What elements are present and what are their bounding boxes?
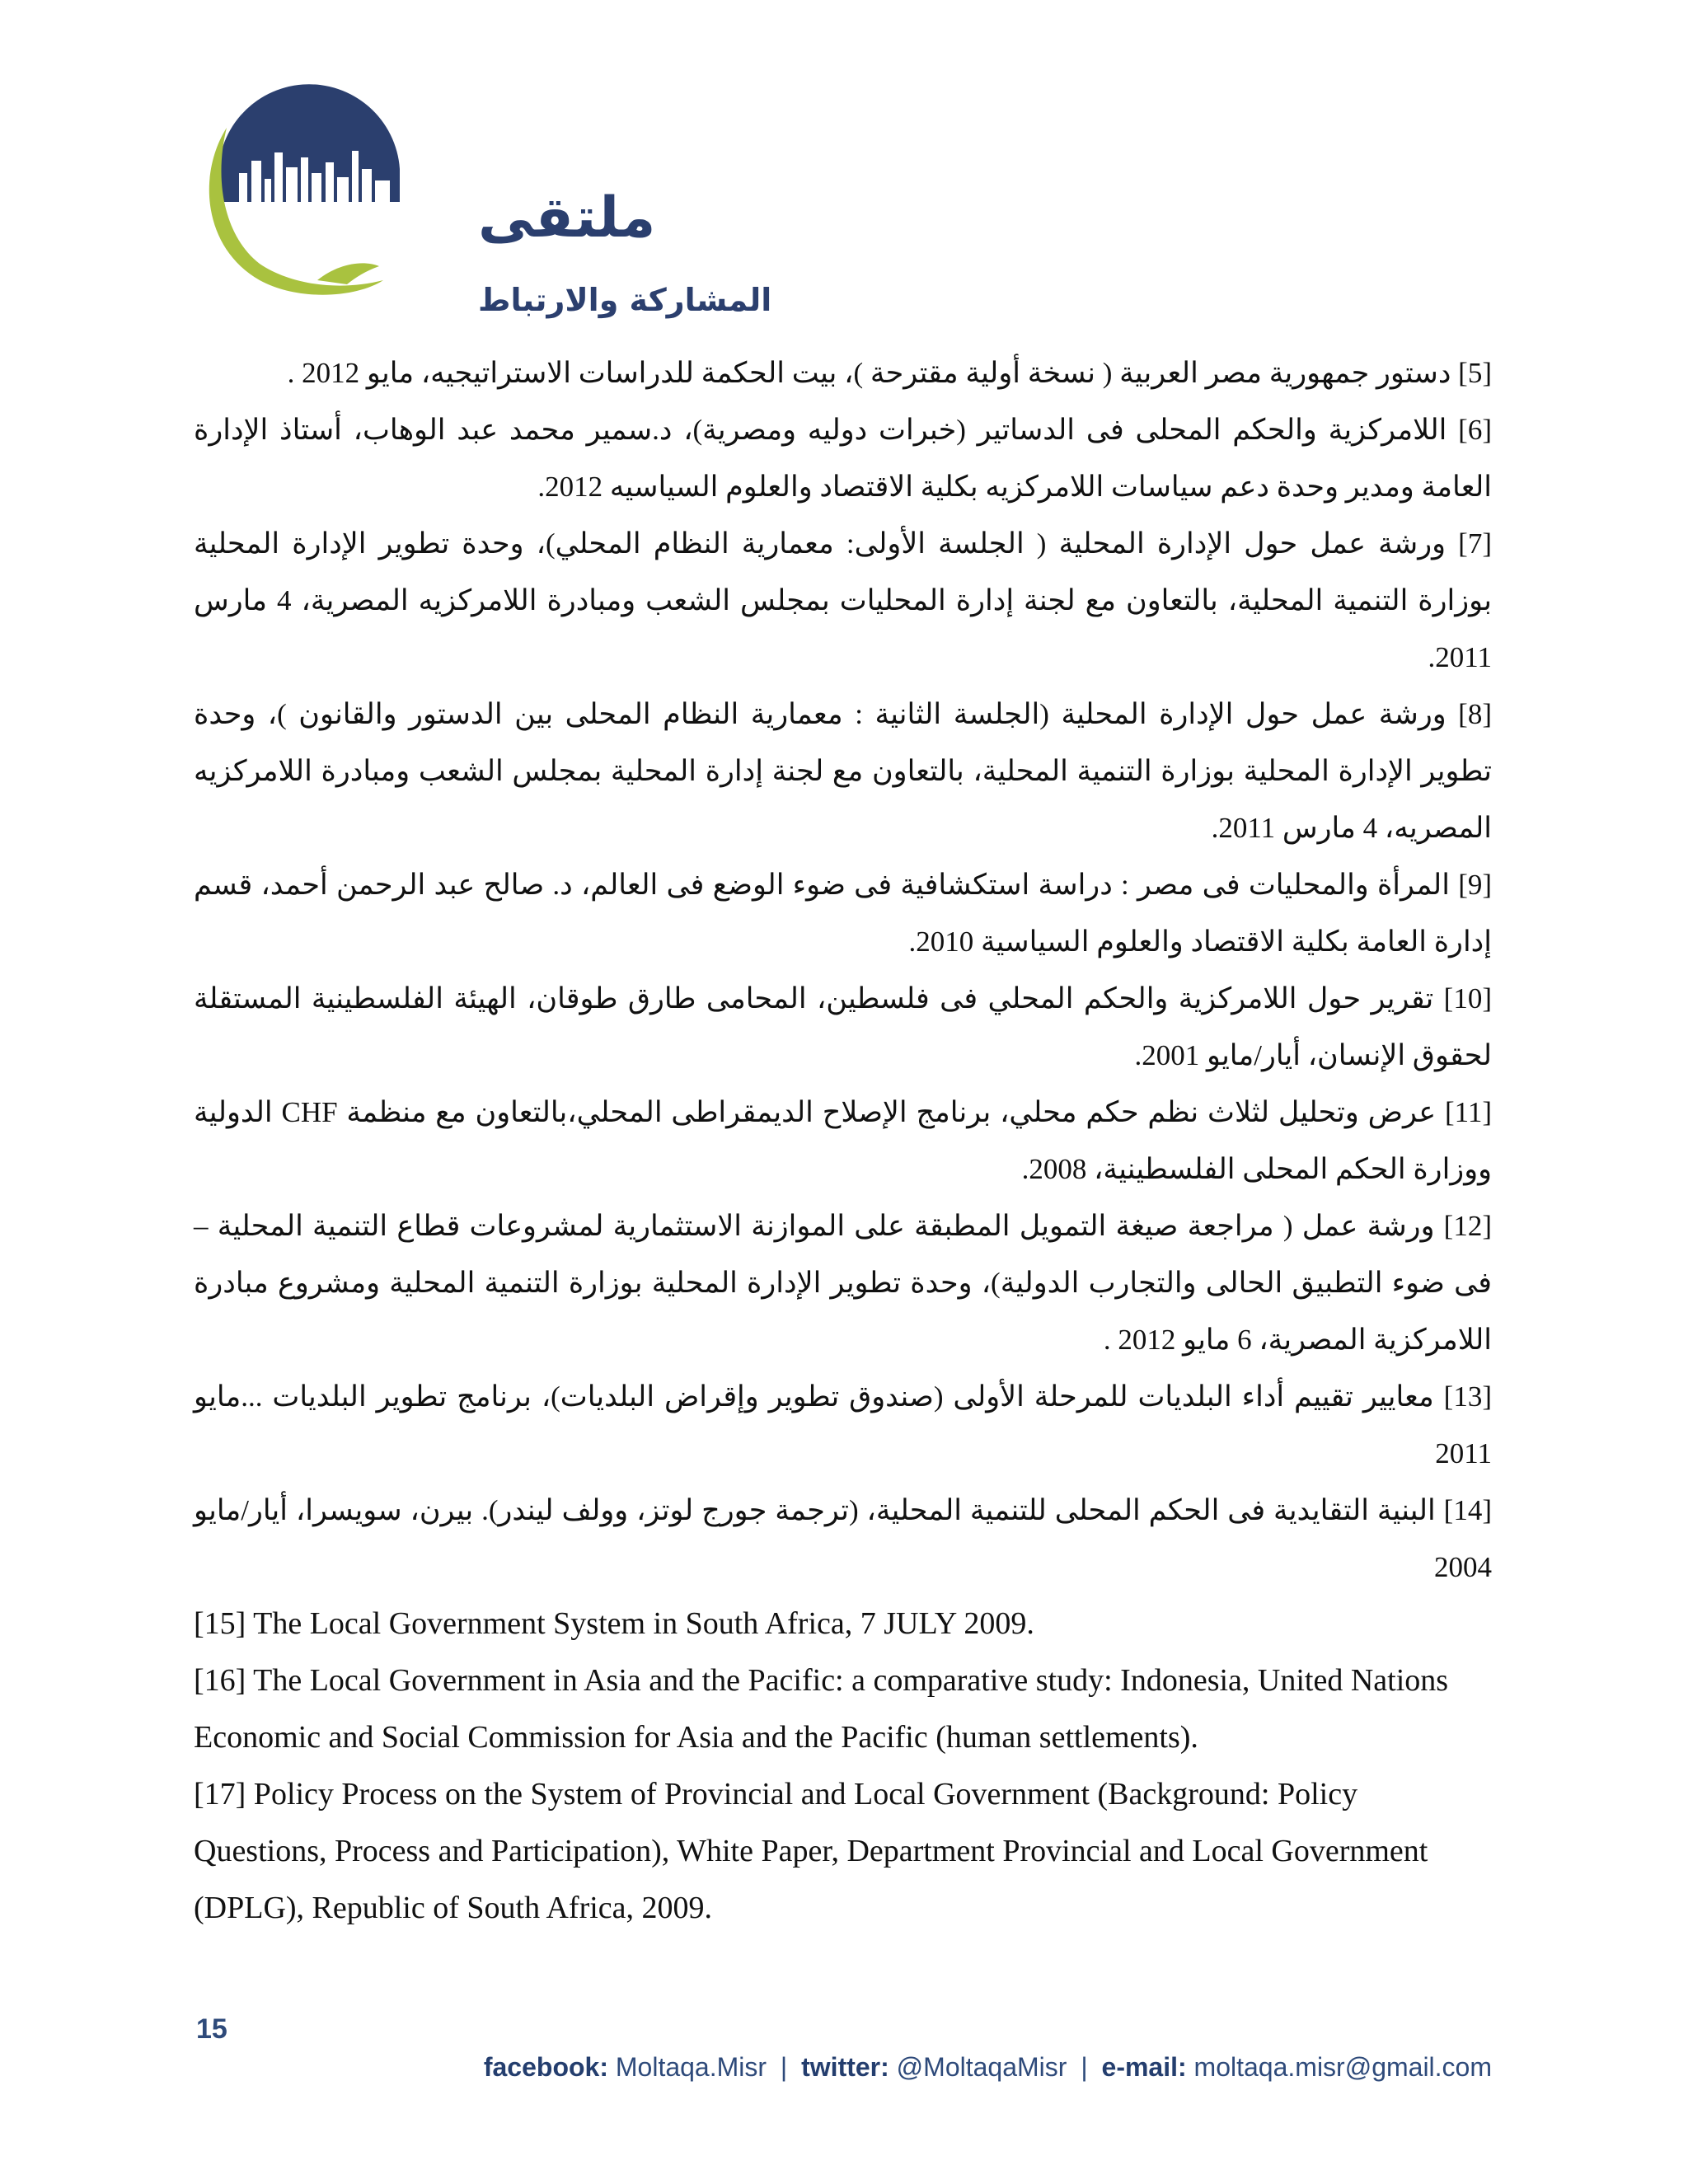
facebook-label: facebook:: [483, 2052, 608, 2082]
reference-6: [6] اللامركزية والحكم المحلى فى الدساتير (خبرات دوليه ومصرية)، د.سمير محمد عبد الوهاب، أستاذ الإدارة العامة ومدير وحدة دعم سياسات اللامركزيه بكلية الاقتصاد والعلوم السياسيه 2012.: [194, 414, 1492, 503]
twitter-link[interactable]: @MoltaqaMisr: [896, 2052, 1067, 2082]
reference-7: [7] ورشة عمل حول الإدارة المحلية ( الجلسة الأولى: معمارية النظام المحلي)، وحدة تطوير الإدارة المحلية بوزارة التنمية المحلية، بالتعاون مع لجنة إدارة المحليات بمجلس الشعب ومبادرة اللامركزيه المصرية، 4 مارس 2011.: [194, 527, 1492, 673]
reference-9: [9] المرأة والمحليات فى مصر : دراسة استكشافية فى ضوء الوضع فى العالم، د. صالح عبد الرحمن أحمد، قسم إدارة العامة بكلية الاقتصاد والعلوم السياسية 2010.: [194, 869, 1492, 958]
references-list: [194, 344, 1492, 1937]
footer-separator: |: [780, 2052, 788, 2082]
email-label: e-mail:: [1101, 2052, 1187, 2082]
reference-8: [8] ورشة عمل حول الإدارة المحلية (الجلسة الثانية : معمارية النظام المحلى بين الدستور والقانون )، وحدة تطوير الإدارة المحلية بوزارة التنمية المحلية، بالتعاون مع لجنة إدارة المحلية بمجلس الشعب ومبادرة اللامركزيه المصريه، 4 مارس 2011.: [194, 698, 1492, 844]
twitter-label: twitter:: [801, 2052, 889, 2082]
moltaqa-logo: [194, 95, 772, 321]
reference-15: [15] The Local Government System in South Africa, 7 JULY 2009.: [194, 1606, 1034, 1641]
reference-13: [13] معايير تقييم أداء البلديات للمرحلة الأولى (صندوق تطوير وإقراض البلديات)، برنامج تطوير البلديات ...مايو 2011: [194, 1380, 1492, 1469]
footer-contacts: [484, 2052, 1492, 2083]
reference-14: [14] البنية التقايدية فى الحكم المحلى للتنمية المحلية، (ترجمة جورج لوتز، وولف ليندر). بيرن، سويسرا، أيار/مايو 2004: [194, 1494, 1492, 1583]
moltaqa-logo-graphic: [194, 95, 772, 321]
reference-10: [10] تقرير حول اللامركزية والحكم المحلي فى فلسطين، المحامى طارق طوقان، الهيئة الفلسطينية المستقلة لحقوق الإنسان، أيار/مايو 2001.: [194, 982, 1492, 1071]
email-link[interactable]: moltaqa.misr@gmail.com: [1193, 2052, 1492, 2082]
logo-name: ملتقى: [478, 185, 656, 251]
page-number: 15: [196, 2013, 227, 2045]
logo-tagline: المشاركة والارتباط: [478, 282, 772, 318]
footer-separator: |: [1081, 2052, 1088, 2082]
reference-16: [16] The Local Government in Asia and the Pacific: a comparative study: Indonesia, United Nations Economic and Social Commission for Asia and the Pacific (human settlements).: [194, 1663, 1449, 1755]
reference-12: [12] ورشة عمل ( مراجعة صيغة التمويل المطبقة على الموازنة الاستثمارية لمشروعات قطاع التنمية المحلية – فى ضوء التطبيق الحالى والتجارب الدولية)، وحدة تطوير الإدارة المحلية بوزارة التنمية المحلية ومشروع مبادرة اللامركزية المصرية، 6 مايو 2012 .: [194, 1210, 1492, 1356]
reference-5: [5] دستور جمهورية مصر العربية ( نسخة أولية مقترحة )، بيت الحكمة للدراسات الاستراتيجيه، مايو 2012 .: [287, 357, 1492, 389]
facebook-link[interactable]: Moltaqa.Misr: [615, 2052, 767, 2082]
reference-17: [17] Policy Process on the System of Provincial and Local Government (Background: Policy Questions, Process and Participation), White Paper, Department Provincial and Local Government (DPLG), Republic of South Africa, 2009.: [194, 1777, 1428, 1925]
reference-11: [11] عرض وتحليل لثلاث نظم حكم محلي، برنامج الإصلاح الديمقراطى المحلي،بالتعاون مع منظمة CHF الدولية ووزارة الحكم المحلى الفلسطينية، 2008.: [194, 1096, 1492, 1185]
